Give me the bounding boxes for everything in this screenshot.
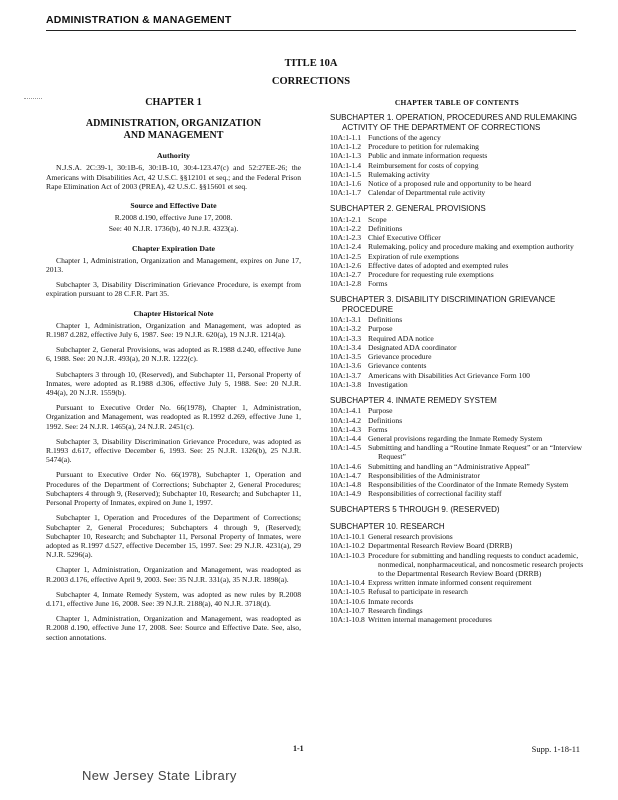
toc-entry	[330, 233, 584, 242]
toc-section-title: Definitions	[368, 315, 403, 325]
authority-heading: Authority	[157, 151, 190, 161]
toc-section-title: General provisions regarding the Inmate Remedy System	[368, 433, 543, 443]
toc-section-title: Express written inmate informed consent requirement	[368, 578, 532, 588]
toc-section-title: Public and inmate information requests	[368, 151, 488, 161]
toc-entry	[330, 551, 584, 579]
chapter-number: CHAPTER 1	[145, 97, 202, 108]
toc-entry	[330, 606, 584, 615]
toc-entry	[330, 532, 584, 541]
toc-section-title: Responsibilities of correctional facility staff	[368, 489, 502, 499]
toc-section-title: Procedure for submitting and handling requests to conduct academic, nonmedical, nonpharmaceutical, and noncosmetic research projects to the Departmental Research Review Board (DRRB)	[368, 550, 584, 578]
expiration-heading: Chapter Expiration Date	[131, 243, 216, 253]
toc-section-number: 10A:1-10.6	[330, 596, 365, 606]
chapter-name	[46, 118, 301, 141]
margin-mark	[24, 98, 42, 99]
page-number: 1-1	[293, 744, 304, 753]
toc-section-number: 10A:1-10.8	[330, 614, 365, 624]
toc-heading: CHAPTER TABLE OF CONTENTS	[394, 98, 520, 107]
toc-entry	[330, 252, 584, 261]
source-line: See: 40 N.J.R. 1736(b), 40 N.J.R. 4323(a).	[108, 224, 239, 234]
history-paragraph: Chapter 1, Administration, Organization and Management, was readopted as R.2008 d.190, effective June 17, 2008. See: Source and Effective Date. See, also, section annotations.	[46, 614, 301, 642]
toc-section-title: Forms	[368, 279, 388, 289]
toc-section-number: 10A:1-3.1	[330, 315, 362, 325]
supplement-date: Supp. 1-18-11	[531, 744, 580, 754]
toc-section-title: Grievance contents	[368, 361, 427, 371]
toc-entry	[330, 480, 584, 489]
toc-section-title: Definitions	[368, 415, 403, 425]
header-rule	[46, 30, 576, 31]
toc-section-title: Submitting and handling a “Routine Inmate Request” or an “Interview Request”	[368, 443, 583, 462]
toc-entry	[330, 315, 584, 324]
chapter-name-line1: ADMINISTRATION, ORGANIZATION	[85, 118, 262, 130]
toc-section-number: 10A:1-10.4	[330, 578, 365, 588]
history-paragraph: Chapter 1, Administration, Organization and Management, was readopted as R.2003 d.176, effective April 9, 2003. See: 35 N.J.R. 331(a), 35 N.J.R. 1898(a).	[46, 565, 301, 584]
history-paragraph: Pursuant to Executive Order No. 66(1978), Chapter 1, Administration, Organization and Management, was readopted as R.1992 d.269, effective June 1, 1992. See: 24 N.J.R. 1465(a), 24 N.J.R. 2451(c).	[46, 403, 301, 431]
toc-subchapter-heading: SUBCHAPTER 2. GENERAL PROVISIONS	[330, 204, 486, 214]
toc-entry	[330, 161, 584, 170]
toc-section-number: 10A:1-10.3	[330, 550, 365, 560]
toc-section-title: Submitting and handling an “Administrative Appeal”	[368, 461, 530, 471]
toc-section-title: Calendar of Departmental rule activity	[368, 188, 486, 198]
toc-section-number: 10A:1-2.8	[330, 279, 362, 289]
toc-section-number: 10A:1-10.7	[330, 605, 365, 615]
toc-section-title: Expiration of rule exemptions	[368, 251, 459, 261]
toc-entry	[330, 151, 584, 160]
toc-section-title: Responsibilities of the Coordinator of the Inmate Remedy System	[368, 479, 569, 489]
toc-section-title: Chief Executive Officer	[368, 233, 441, 243]
toc-entry	[330, 324, 584, 333]
toc-section-title: Effective dates of adopted and exempted rules	[368, 260, 509, 270]
toc-entry	[330, 361, 584, 370]
toc-section-number: 10A:1-3.4	[330, 342, 362, 352]
toc-subchapter-heading: SUBCHAPTER 3. DISABILITY DISCRIMINATION GRIEVANCE PROCEDURE	[330, 295, 556, 314]
toc-entry	[330, 371, 584, 380]
toc-section-title: Definitions	[368, 224, 403, 234]
toc-section-number: 10A:1-2.2	[330, 224, 362, 234]
toc-entry	[330, 343, 584, 352]
running-header: ADMINISTRATION & MANAGEMENT	[46, 14, 232, 26]
toc-entry	[330, 443, 584, 461]
toc-entry	[330, 587, 584, 596]
toc-section-number: 10A:1-4.2	[330, 415, 362, 425]
toc-section-title: Procedure to petition for rulemaking	[368, 142, 479, 152]
authority-text: N.J.S.A. 2C:39-1, 30:1B-6, 30:1B-10, 30:4-123.47(c) and 52:27EE-26; the Americans with Disabilities Act, 42 U.S.C. §§12101 et seq.; and the Federal Prison Rape Elimination Act of 2003 (PREA), 42 U.S.C. §§15601 et seq.	[46, 163, 301, 191]
toc-entry	[330, 541, 584, 550]
toc-section-number: 10A:1-4.1	[330, 406, 362, 416]
toc-section-title: Forms	[368, 424, 388, 434]
toc-entry	[330, 279, 584, 288]
toc-entry	[330, 597, 584, 606]
expiration-text: Chapter 1, Administration, Organization and Management, expires on June 17, 2013.	[46, 255, 301, 275]
history-heading: Chapter Historical Note	[133, 308, 214, 318]
toc-entry	[330, 425, 584, 434]
source-line: R.2008 d.190, effective June 17, 2008.	[114, 213, 233, 223]
toc-entry	[330, 242, 584, 251]
toc-list	[330, 113, 584, 624]
toc-section-number: 10A:1-4.5	[330, 443, 362, 453]
toc-section-number: 10A:1-1.1	[330, 133, 362, 143]
chapter-name-line2: AND MANAGEMENT	[123, 129, 224, 141]
title-name: CORRECTIONS	[271, 76, 351, 87]
toc-section-number: 10A:1-4.6	[330, 461, 362, 471]
toc-section-title: Refusal to participate in research	[368, 587, 468, 597]
toc-entry	[330, 406, 584, 415]
toc-section-number: 10A:1-4.7	[330, 470, 362, 480]
toc-section-title: Purpose	[368, 324, 393, 334]
toc-section-number: 10A:1-2.5	[330, 251, 362, 261]
toc-entry	[330, 270, 584, 279]
toc-subchapter-heading: SUBCHAPTER 4. INMATE REMEDY SYSTEM	[330, 395, 497, 405]
toc-section-number: 10A:1-4.8	[330, 479, 362, 489]
toc-section-number: 10A:1-4.9	[330, 489, 362, 499]
toc-section-title: Functions of the agency	[368, 133, 441, 143]
toc-section-number: 10A:1-3.7	[330, 370, 362, 380]
toc-section-title: Rulemaking activity	[368, 169, 430, 179]
toc-entry	[330, 416, 584, 425]
toc-entry	[330, 188, 584, 197]
expiration-text: Subchapter 3, Disability Discrimination Grievance Procedure, is exempt from expiration pursuant to 28 C.F.R. Part 35.	[46, 280, 301, 299]
toc-section-title: Scope	[368, 214, 387, 224]
toc-section-title: General research provisions	[368, 532, 453, 542]
toc-section-title: Grievance procedure	[368, 352, 432, 362]
toc-section-number: 10A:1-2.3	[330, 233, 362, 243]
toc-section-number: 10A:1-4.4	[330, 433, 362, 443]
history-paragraph: Subchapter 1, Operation and Procedures of the Department of Corrections; Subchapter 2, General Procedures; Subchapters 4 through 9, (Reserved); Subchapter 10, Research; and Subchapter 11, Personal Property of Inmates, were adopted as R.1997 d.527, effective December 15, 1997. See: 29 N.J.R. 4231(a), 29 N.J.R. 5296(a).	[46, 513, 301, 560]
toc-section-title: Rulemaking, policy and procedure making and exemption authority	[368, 242, 574, 252]
toc-section-title: Research findings	[368, 605, 423, 615]
toc-section-title: Purpose	[368, 406, 393, 416]
toc-section-number: 10A:1-10.2	[330, 541, 365, 551]
history-paragraph: Subchapters 3 through 10, (Reserved), and Subchapter 11, Personal Property of Inmates, were adopted as R.1988 d.306, effective July 5, 1988. See: 20 N.J.R. 494(a), 20 N.J.R. 1559(b).	[46, 369, 301, 398]
toc-section-number: 10A:1-3.8	[330, 379, 362, 389]
toc-section-number: 10A:1-3.6	[330, 361, 362, 371]
toc-entry	[330, 224, 584, 233]
toc-entry	[330, 261, 584, 270]
toc-section-title: Notice of a proposed rule and opportunity to be heard	[368, 179, 532, 189]
history-paragraph: Pursuant to Executive Order No. 66(1978), Subchapter 1, Operation and Procedures of the Department of Corrections; Subchapter 2, General Procedures; Subchapters 4 through 9, (Reserved); Subchapter 10, Research; and Subchapter 11, Personal Property of Inmates, expired on June 1, 1997.	[46, 470, 301, 508]
toc-entry	[330, 352, 584, 361]
left-column	[46, 98, 301, 648]
toc-section-title: Designated ADA coordinator	[368, 342, 457, 352]
toc-section-number: 10A:1-2.1	[330, 214, 362, 224]
toc-entry	[330, 215, 584, 224]
toc-entry	[330, 489, 584, 498]
toc-section-number: 10A:1-1.6	[330, 179, 362, 189]
history-paragraph: Subchapter 3, Disability Discrimination Grievance Procedure, was adopted as R.1993 d.617, effective December 6, 1993. See: 25 N.J.R. 1326(b), 25 N.J.R. 5474(a).	[46, 436, 301, 465]
toc-entry	[330, 471, 584, 480]
toc-section-title: Reimbursement for costs of copying	[368, 160, 479, 170]
toc-subchapter-heading: SUBCHAPTERS 5 THROUGH 9. (RESERVED)	[330, 505, 500, 515]
toc-section-title: Americans with Disabilities Act Grievance Form 100	[368, 370, 530, 380]
history-paragraph: Chapter 1, Administration, Organization and Management, was adopted as R.1987 d.282, effective July 6, 1987. See: 19 N.J.R. 620(a), 19 N.J.R. 1214(a).	[46, 320, 301, 340]
toc-section-number: 10A:1-1.7	[330, 188, 362, 198]
toc-entry	[330, 578, 584, 587]
toc-section-title: Required ADA notice	[368, 333, 434, 343]
source-heading: Source and Effective Date	[130, 201, 217, 211]
toc-section-title: Departmental Research Review Board (DRRB)	[368, 541, 513, 551]
toc-section-title: Responsibilities of the Administrator	[368, 470, 481, 480]
toc-entry	[330, 380, 584, 389]
toc-entry	[330, 334, 584, 343]
table-of-contents	[330, 98, 584, 624]
toc-section-title: Investigation	[368, 379, 408, 389]
toc-entry	[330, 133, 584, 142]
toc-section-title: Written internal management procedures	[368, 614, 492, 624]
toc-section-number: 10A:1-2.6	[330, 260, 362, 270]
toc-section-number: 10A:1-3.2	[330, 324, 362, 334]
toc-entry	[330, 434, 584, 443]
toc-section-number: 10A:1-2.4	[330, 242, 362, 252]
toc-section-number: 10A:1-1.4	[330, 160, 362, 170]
toc-section-title: Inmate records	[368, 596, 414, 606]
history-paragraph: Subchapter 2, General Provisions, was adopted as R.1988 d.240, effective June 6, 1988. See: 20 N.J.R. 493(a), 20 N.J.R. 1222(c).	[46, 345, 301, 364]
toc-section-number: 10A:1-10.1	[330, 532, 365, 542]
toc-section-number: 10A:1-1.3	[330, 151, 362, 161]
toc-subchapter-heading: SUBCHAPTER 1. OPERATION, PROCEDURES AND RULEMAKING ACTIVITY OF THE DEPARTMENT OF CORRECTIONS	[330, 113, 578, 132]
toc-section-number: 10A:1-10.5	[330, 587, 365, 597]
library-stamp: New Jersey State Library	[82, 768, 237, 783]
toc-section-number: 10A:1-1.5	[330, 169, 362, 179]
toc-entry	[330, 142, 584, 151]
toc-subchapter-heading: SUBCHAPTER 10. RESEARCH	[330, 521, 445, 531]
title-number: TITLE 10A	[284, 58, 338, 69]
toc-entry	[330, 462, 584, 471]
toc-section-number: 10A:1-2.7	[330, 270, 362, 280]
toc-section-number: 10A:1-3.3	[330, 333, 362, 343]
toc-section-title: Procedure for requesting rule exemptions	[368, 270, 494, 280]
toc-section-number: 10A:1-3.5	[330, 352, 362, 362]
toc-entry	[330, 179, 584, 188]
toc-entry	[330, 615, 584, 624]
history-paragraph: Subchapter 4, Inmate Remedy System, was adopted as new rules by R.2008 d.171, effective June 16, 2008. See: 39 N.J.R. 2188(a), 40 N.J.R. 3718(d).	[46, 589, 301, 608]
toc-entry	[330, 170, 584, 179]
toc-section-number: 10A:1-4.3	[330, 424, 362, 434]
toc-section-number: 10A:1-1.2	[330, 142, 362, 152]
